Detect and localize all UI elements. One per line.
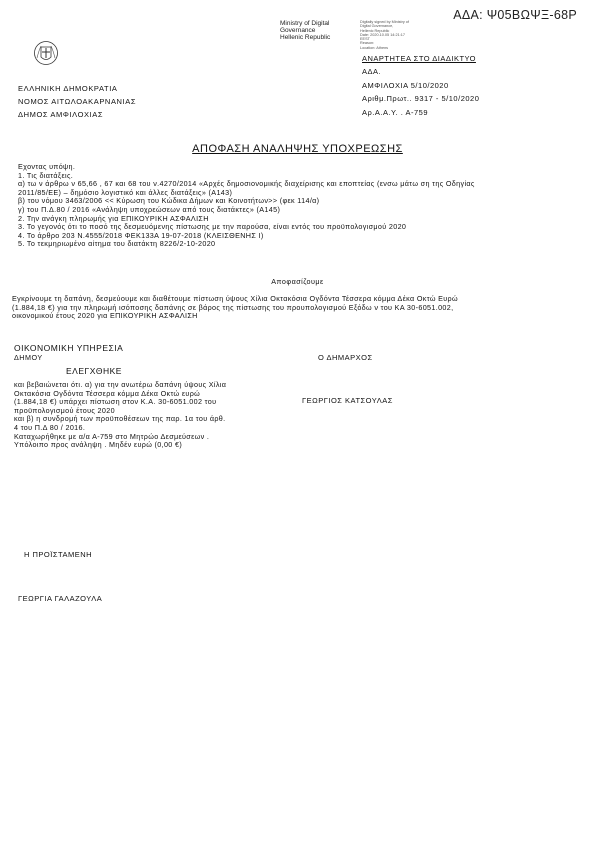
considerations-list xyxy=(18,163,475,249)
head-name: ΓΕΩΡΓΙΑ ΓΑΛΑΖΟΥΛΑ xyxy=(18,594,103,603)
hellenic-emblem-icon xyxy=(33,40,59,66)
signature-line: Hellenic Republic xyxy=(280,34,331,41)
decision-heading: Αποφασίζουμε xyxy=(271,277,324,286)
verification-line: Καταχωρήθηκε με α/α Α-759 στο Μητρώο Δεσμεύσεων . xyxy=(14,431,210,441)
document-date: ΑΜΦΙΛΟΧΙΑ 5/10/2020 xyxy=(362,80,449,90)
verification-line: (1.884,18 €) υπάρχει πίστωση στον Κ.Α. 30-6051.002 του xyxy=(14,397,217,407)
body-line: γ) του Π.Δ.80 / 2016 «Ανάληψη υποχρεώσεων από τους διατάκτες» (Α145) xyxy=(18,204,281,214)
verification-line: και βεβαιώνεται ότι. α) για την ανωτέρω δαπάνη ύψους Χίλια xyxy=(14,380,227,389)
issuer-header xyxy=(18,82,136,121)
municipality-label: ΔΗΜΟΣ ΑΜΦΙΛΟΧΙΑΣ xyxy=(18,110,104,119)
verification-line: Οκτακόσια Ογδόντα Τέσσερα κόμμα Δέκα Οκτώ ευρώ xyxy=(14,388,201,398)
ada-code: ΑΔΑ: Ψ05ΒΩΨΞ-68Ρ xyxy=(453,8,577,22)
head-role-label: Η ΠΡΟΪΣΤΑΜΕΝΗ xyxy=(24,550,93,559)
financial-service-label: ΟΙΚΟΝΟΜΙΚΗ ΥΠΗΡΕΣΙΑ xyxy=(14,343,124,353)
document-title: ΑΠΟΦΑΣΗ ΑΝΑΛΗΨΗΣ ΥΠΟΧΡΕΩΣΗΣ xyxy=(192,143,403,155)
municipality-genitive-label: ΔΗΜΟΥ xyxy=(14,353,43,362)
body-line: 2. Την ανάγκη πληρωμής για ΕΠΙΚΟΥΡΙΚΗ ΑΣΦΑΛΙΣΗ xyxy=(18,213,209,223)
signature-detail: Location: Athens xyxy=(360,45,389,50)
body-line: β) του νόμου 3463/2006 << Κύρωση του Κώδικα Δήμων και Κοινοτήτων>> (φεκ 114/α) xyxy=(18,196,320,206)
digital-signature-details xyxy=(360,20,420,50)
verification-line: 4 του Π.Δ 80 / 2016. xyxy=(14,422,86,432)
signature-detail: Digital Governance, xyxy=(360,24,394,29)
prefecture-label: ΝΟΜΟΣ ΑΙΤΩΛΟΑΚΑΡΝΑΝΙΑΣ xyxy=(18,97,137,106)
signature-line: Governance xyxy=(280,27,316,34)
posted-online-label: ΑΝΑΡΤΗΤΕΑ ΣΤΟ ΔΙΑΔΙΚΤΥΟ xyxy=(362,54,476,63)
verification-text xyxy=(14,381,226,450)
body-line: 5. Το τεκμηριωμένο αίτημα του διατάκτη 8226/2-10-2020 xyxy=(18,239,216,249)
document-meta xyxy=(362,52,479,119)
body-line: Εχοντας υπόψη. xyxy=(18,162,76,171)
verification-line: προϋπολογισμού έτους 2020 xyxy=(14,405,115,415)
signature-line: Ministry of Digital xyxy=(280,20,330,27)
approval-line: οικονομικού έτους 2020 για ΕΠΙΚΟΥΡΙΚΗ ΑΣΦΑΛΙΣΗ xyxy=(12,311,198,321)
body-line: 4. Το άρθρο 203 Ν.4555/2018 ΦΕΚ133Α 19-07-2018 (ΚΛΕΙΣΘΕΝΗΣ Ι) xyxy=(18,230,264,240)
approval-line: Εγκρίνουμε τη δαπάνη, δεσμεύουμε και διαθέτουμε πίστωση ύψους Χίλια Οκτακόσια Ογδόντα Τέσσερα κόμμα Δέκα Οκτώ Ευρώ xyxy=(12,294,458,303)
digital-signature-block xyxy=(280,20,330,41)
mayor-title: Ο ΔΗΜΑΡΧΟΣ xyxy=(318,353,373,362)
approval-line: (1.884,18 €) για την πληρωμή ισόποσης δαπάνης σε βάρος της πίστωσης του προυπολογισμού Εξόδω ν του ΚΑ 30-6051.002, xyxy=(12,302,454,312)
protocol-number: Αριθμ.Πρωτ.. 9317 - 5/10/2020 xyxy=(362,94,480,104)
body-line: α) τω ν άρθρω ν 65,66 , 67 και 68 του ν.4270/2014 «Αρχές δημοσιονομικής διαχείρισης και εποπτείας (ενσω μάτω ση της Οδηγίας xyxy=(18,179,475,189)
approval-paragraph xyxy=(12,295,458,321)
verification-line: Υπόλοιπο προς ανάληψη . Μηδέν ευρώ (0,00 €) xyxy=(14,440,183,450)
aay-number: Αρ.Α.Α.Υ. . Α-759 xyxy=(362,107,429,117)
body-line: 2011/85/ΕΕ) – δημόσιο λογιστικό και άλλες διατάξεις» (Α143) xyxy=(18,187,233,197)
body-line: 3. Το γεγονός ότι το ποσό της δεσμευόμενης πίστωσης με την παρούσα, είναι εντός του προϋπολογισμού 2020 xyxy=(18,222,407,232)
signature-detail: Date: 2020.10.05 14:21:17 xyxy=(360,32,405,37)
verified-label: ΕΛΕΓΧΘΗΚΕ xyxy=(66,366,122,376)
ada-label: ΑΔΑ. xyxy=(362,67,382,77)
verification-line: και β) η συνδρομή των προϋποθέσεων της παρ. 1α του άρθ. xyxy=(14,414,226,424)
signature-detail: Reason: xyxy=(360,41,375,46)
mayor-name: ΓΕΩΡΓΙΟΣ ΚΑΤΣΟΥΛΑΣ xyxy=(302,396,393,405)
body-line: 1. Τις διατάξεις. xyxy=(18,170,74,180)
signature-detail: Hellenic Republic xyxy=(360,28,390,33)
signature-detail: EEST xyxy=(360,37,370,42)
republic-label: ΕΛΛΗΝΙΚΗ ΔΗΜΟΚΡΑΤΙΑ xyxy=(18,84,118,93)
signature-detail: Digitally signed by Ministry of xyxy=(360,20,409,24)
